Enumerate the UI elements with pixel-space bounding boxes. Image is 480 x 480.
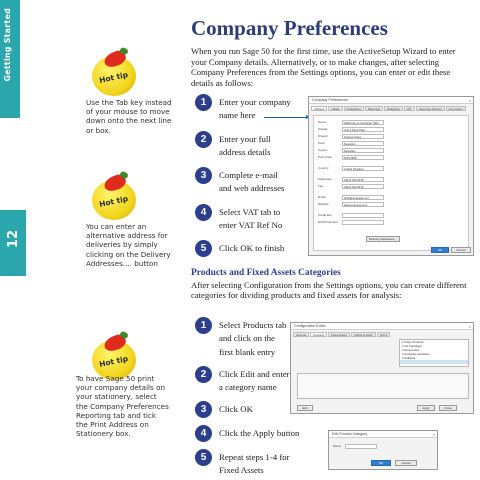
cancel-button[interactable]: Cancel xyxy=(395,460,417,466)
list-item[interactable]: 1 Paper Products xyxy=(402,340,424,344)
edit-product-category-dialog: Edit Product Category × Name OK Cancel xyxy=(328,430,438,470)
apply-button[interactable]: Apply xyxy=(417,405,435,411)
badge-label: Hot tip xyxy=(98,354,129,369)
tab-accountant[interactable]: Accountant xyxy=(446,106,466,111)
tip-text: You can enter an alternative address for deliveries by simply clicking on the Delivery Addresses.... button xyxy=(86,222,171,268)
tab-reporting[interactable]: Reporting xyxy=(365,106,383,111)
website-field[interactable]: www.example.com xyxy=(342,202,384,207)
tab-labels[interactable]: Labels xyxy=(328,106,342,111)
company-name-field[interactable]: Stationery & Computer Mart xyxy=(342,120,384,125)
list-item[interactable]: 3 Accessories xyxy=(402,348,420,352)
step-number: 1 xyxy=(195,94,212,111)
credit-ref-field[interactable] xyxy=(342,213,384,218)
tab-vat[interactable]: VAT xyxy=(404,106,415,111)
step-number: 4 xyxy=(195,425,212,442)
section-paragraph: After selecting Configuration from the Settings options, you can create different categories for dividing products and fixed assets for analysis: xyxy=(191,280,467,301)
dialog-title: Edit Product Category xyxy=(332,432,368,436)
address-form: Name Stationery & Computer Mart Street1 Unit 1 Fleet Park Street2 Orange Close Town Newtown County Newshire Post Code NW1 8RB Country United Kingdom Telephone 01111 234 5678 Fax 01111 234 5679 Email hello@example.com Website www.example.com Credit Ref DUNS Number Delivery Addresses... xyxy=(313,115,469,251)
tab-address[interactable]: Address xyxy=(311,106,327,111)
country-select[interactable]: United Kingdom xyxy=(342,166,384,171)
step-number: 3 xyxy=(195,401,212,418)
section-heading: Products and Fixed Assets Categories xyxy=(191,268,341,278)
duns-number-field[interactable] xyxy=(342,220,384,225)
ok-button[interactable]: OK xyxy=(431,247,449,253)
badge-label: Hot tip xyxy=(98,194,129,209)
badge-label: Hot tip xyxy=(98,70,129,85)
company-preferences-dialog xyxy=(308,96,474,256)
town-field[interactable]: Newtown xyxy=(342,141,384,146)
email-field[interactable]: hello@example.com xyxy=(342,195,384,200)
hot-tip-badge xyxy=(86,46,140,100)
tab-budgeting[interactable]: Budgeting xyxy=(384,106,403,111)
edit-button[interactable]: Edit xyxy=(297,405,313,411)
post-code-field[interactable]: NW1 8RB xyxy=(342,155,384,160)
close-button[interactable]: Close xyxy=(439,405,457,411)
hot-tip-badge xyxy=(86,170,140,224)
category-list xyxy=(399,339,469,367)
step-number: 1 xyxy=(195,317,212,334)
tab-terms[interactable]: Terms xyxy=(377,332,391,337)
step-number: 4 xyxy=(195,204,212,221)
list-item[interactable]: 2 Ink Cartridges xyxy=(402,344,422,348)
list-item[interactable]: 5 Software xyxy=(402,356,416,360)
county-field[interactable]: Newshire xyxy=(342,148,384,153)
dialog-tabs xyxy=(291,330,473,337)
step-number: 2 xyxy=(195,131,212,148)
tab-sage-pay[interactable]: Sage Pay Account xyxy=(416,106,445,111)
tab-fixed-assets[interactable]: Fixed Assets xyxy=(328,332,350,337)
tab-general[interactable]: General xyxy=(293,332,309,337)
tab-products[interactable]: Products xyxy=(310,332,327,337)
tab-chart-of-accounts[interactable]: Charts of Accts xyxy=(351,332,376,337)
list-item-selected[interactable] xyxy=(400,360,468,364)
fax-field[interactable]: 01111 234 5679 xyxy=(342,184,384,189)
dialog-tabs xyxy=(309,104,473,111)
list-item[interactable]: 4 Computer Hardware xyxy=(402,352,430,356)
dialog-title: Company Preferences xyxy=(312,98,348,102)
delivery-addresses-button[interactable]: Delivery Addresses... xyxy=(366,236,400,242)
step-number: 5 xyxy=(195,240,212,257)
cancel-button[interactable]: Cancel xyxy=(451,247,471,253)
step-number: 2 xyxy=(195,366,212,383)
ok-button[interactable]: OK xyxy=(371,460,391,466)
section-tab-label: Getting Started xyxy=(3,8,12,82)
street2-field[interactable]: Orange Close xyxy=(342,134,384,139)
dialog-title: Configuration Editor xyxy=(294,324,326,328)
section-tab xyxy=(0,0,20,118)
telephone-field[interactable]: 01111 234 5678 xyxy=(342,177,384,182)
close-icon[interactable]: × xyxy=(432,432,435,437)
pointer-arrow xyxy=(264,117,308,118)
page-number: 12 xyxy=(6,230,21,249)
tip-text: Use the Tab key instead of your mouse to move down onto the next line or box. xyxy=(86,98,172,135)
side-strip xyxy=(0,0,22,480)
street1-field[interactable]: Unit 1 Fleet Park xyxy=(342,127,384,132)
page-title: Company Preferences xyxy=(191,16,388,40)
close-icon[interactable]: × xyxy=(468,324,471,329)
tab-parameters[interactable]: Parameters xyxy=(344,106,364,111)
close-icon[interactable]: × xyxy=(468,98,471,103)
page-number-tab xyxy=(0,210,26,276)
configuration-editor-dialog xyxy=(290,322,474,414)
category-name-field[interactable] xyxy=(345,444,377,449)
step-number: 3 xyxy=(195,167,212,184)
intro-paragraph: When you run Sage 50 for the first time, use the ActiveSetup Wizard to enter your Company details. Alternatively, or to make changes, after selecting Company Preferences from the Settings options, you can enter or edit these details as follows: xyxy=(191,46,456,88)
tip-text: To have Sage 50 print your company details on your stationery, select the Company Preferences Reporting tab and tick the Print Address on Stationery box. xyxy=(76,374,169,439)
step-number: 5 xyxy=(195,449,212,466)
product-options-area xyxy=(297,373,469,399)
